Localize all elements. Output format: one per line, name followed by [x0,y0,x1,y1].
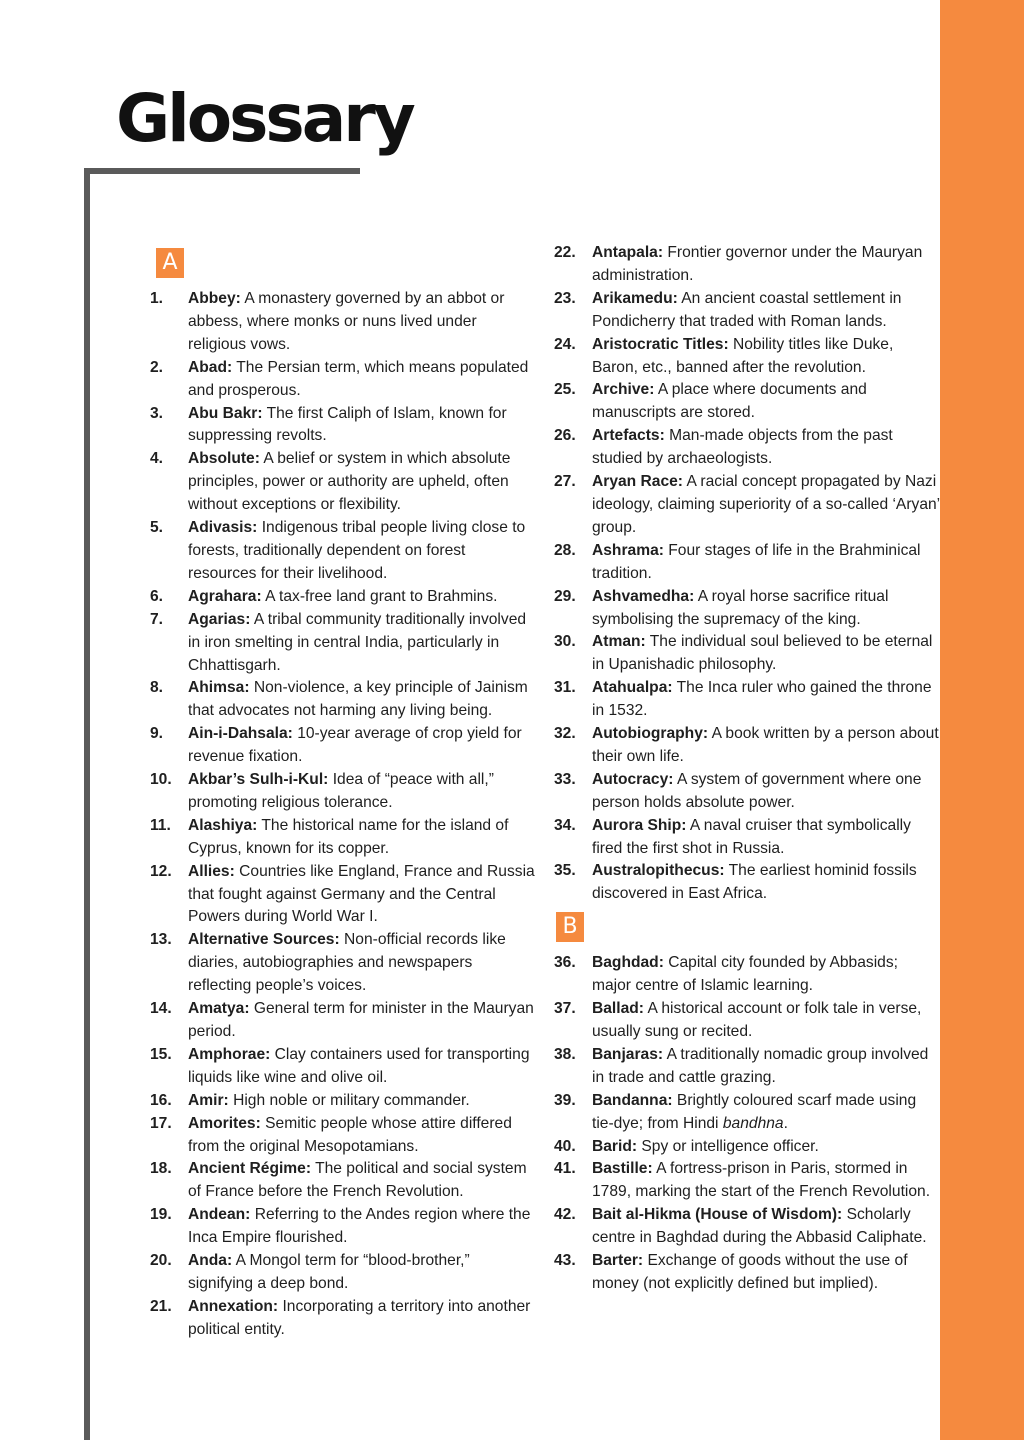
entry-term: Amorites: [188,1114,261,1132]
glossary-entry [150,288,535,357]
entry-definition: A fortress-prison in Paris, stormed in 1789, marking the start of the French Revolution. [592,1160,931,1201]
entry-number: 25. [554,381,576,399]
entry-number: 12. [150,862,172,880]
entry-term: Agarias: [188,610,251,628]
glossary-entry [150,929,535,998]
entry-definition: A historical account or folk tale in verse, usually sung or recited. [592,1000,922,1040]
entry-definition: Capital city founded by Abbasids; major centre of Islamic learning. [592,954,898,995]
glossary-entry [150,403,535,449]
entry-term: Alternative Sources: [188,931,340,949]
entry-term: Arikamedu: [592,289,678,307]
entry-number: 2. [150,358,164,376]
glossary-entry [150,677,535,723]
glossary-entry [150,586,535,609]
entry-term: Bastille: [592,1160,653,1178]
entry-text [592,998,940,1044]
glossary-entry [554,334,940,380]
entry-text [592,723,940,769]
entry-trailing-punctuation: . [783,1114,788,1132]
glossary-entry [150,815,535,861]
entry-number: 29. [554,587,576,605]
entry-number: 10. [150,771,172,789]
entry-number: 22. [554,244,576,261]
entry-term: Adivasis: [188,519,258,537]
glossary-entry [150,1090,535,1113]
entry-text [592,1090,940,1136]
entry-definition: The individual soul believed to be eternal in Upanishadic philosophy. [592,633,933,674]
entry-italic-word: bandhna [722,1114,784,1132]
glossary-entry [150,723,535,769]
entry-definition: Man-made objects from the past studied by archaeologists. [592,427,893,468]
entry-term: Ancient Régime: [188,1160,312,1178]
entry-definition: Brightly coloured scarf made using tie-dye; from Hindi [592,1091,917,1132]
entry-number: 36. [554,954,576,972]
entry-definition: The Inca ruler who gained the throne in 1532. [592,679,932,720]
entry-term: Barter: [592,1252,644,1270]
entry-term: Annexation: [188,1297,279,1315]
entry-definition: A belief or system in which absolute principles, power or authority are upheld, often without exceptions or flexibility. [188,450,511,514]
entry-number: 33. [554,770,576,788]
entry-term: Amphorae: [188,1045,271,1063]
glossary-entry [150,769,535,815]
orange-side-bar [940,0,1024,1440]
entry-number: 7. [150,610,164,628]
entry-number: 1. [150,290,164,307]
entry-text [592,631,940,677]
entry-number: 39. [554,1091,576,1109]
entry-definition: A monastery governed by an abbot or abbess, where monks or nuns lived under religious vows. [188,290,505,353]
entry-definition: General term for minister in the Mauryan period. [188,1000,534,1040]
entry-term: Artefacts: [592,427,665,445]
entry-term: Allies: [188,862,235,880]
glossary-entry [150,1204,535,1250]
glossary-entry [150,998,535,1044]
entry-text [188,1090,535,1113]
entry-term: Absolute: [188,450,260,468]
entry-text [188,1296,535,1342]
entry-term: Autocracy: [592,770,674,788]
entry-definition: Idea of “peace with all,” promoting religious tolerance. [188,771,494,811]
entry-definition: The Persian term, which means populated and prosperous. [188,358,529,399]
entry-term: Barid: [592,1137,638,1155]
entry-number: 38. [554,1045,576,1063]
entry-definition: Clay containers used for transporting liquids like wine and olive oil. [188,1045,530,1086]
entry-definition: A Mongol term for “blood-brother,” signifying a deep bond. [188,1252,470,1292]
entry-term: Amir: [188,1091,229,1109]
entry-definition: A system of government where one person holds absolute power. [592,770,922,811]
entry-term: Ballad: [592,1000,644,1018]
entry-number: 42. [554,1206,576,1224]
entry-term: Abu Bakr: [188,404,263,422]
entry-number: 5. [150,519,164,537]
entry-definition: Scholarly centre in Baghdad during the Abbasid Caliphate. [592,1206,927,1247]
entry-text [592,471,940,540]
entry-term: Autobiography: [592,725,709,743]
entry-text [188,517,535,586]
entry-definition: Four stages of life in the Brahminical tradition. [592,541,921,582]
entry-text [592,1158,940,1204]
entry-text [188,723,535,769]
entry-term: Ahimsa: [188,679,250,697]
entry-text [188,448,535,517]
entry-definition: The first Caliph of Islam, known for suppressing revolts. [188,404,507,445]
entry-number: 35. [554,862,576,880]
entry-term: Bait al-Hikma (House of Wisdom): [592,1206,843,1224]
entry-text [188,929,535,998]
entry-number: 40. [554,1137,576,1155]
entry-text [188,998,535,1044]
entry-term: Ashvamedha: [592,587,695,605]
entry-text [188,861,535,930]
glossary-entry [554,586,940,632]
entry-number: 4. [150,450,164,468]
entry-text [188,288,535,357]
entry-definition: A royal horse sacrifice ritual symbolising the supremacy of the king. [592,587,889,628]
glossary-entry [554,952,940,998]
entry-number: 9. [150,725,164,743]
glossary-entry [554,1204,940,1250]
entry-number: 23. [554,289,576,307]
entry-term: Ashrama: [592,541,664,559]
entry-text [592,540,940,586]
glossary-entry [554,288,940,334]
entry-term: Bandanna: [592,1091,673,1109]
entry-number: 43. [554,1252,576,1270]
glossary-entry [554,860,940,906]
entry-number: 19. [150,1206,172,1224]
glossary-entry [554,1250,940,1296]
glossary-entry [554,631,940,677]
entry-text [188,586,535,609]
frame-top-rule [84,168,360,174]
glossary-entry [150,609,535,678]
entry-text [188,769,535,815]
entry-definition: A racial concept propagated by Nazi ideology, claiming superiority of a so-called ‘Aryan’ group. [592,473,940,536]
entry-text [592,1044,940,1090]
entry-number: 27. [554,473,576,491]
glossary-entry [554,242,940,288]
entry-definition: Exchange of goods without the use of money (not explicitly defined but implied). [592,1252,908,1292]
entry-number: 34. [554,816,576,834]
entry-definition: A place where documents and manuscripts are stored. [592,381,867,422]
entry-text [188,1250,535,1296]
entry-term: Antapala: [592,244,664,261]
entry-text [592,242,940,288]
frame-left-rule [84,168,90,1440]
entry-definition: Countries like England, France and Russia that fought against Germany and the Central Powers during World War I. [188,862,535,926]
entry-definition: Nobility titles like Duke, Baron, etc., banned after the revolution. [592,335,894,376]
entry-term: Archive: [592,381,655,399]
entry-term: Atahualpa: [592,679,673,697]
entry-number: 31. [554,679,576,697]
glossary-entry [554,723,940,769]
entry-definition: The earliest hominid fossils discovered in East Africa. [592,862,917,903]
entry-text [188,677,535,723]
entry-number: 15. [150,1045,172,1063]
glossary-entry [150,1113,535,1159]
entry-definition: Non-violence, a key principle of Jainism that advocates not harming any living being. [188,679,528,720]
entry-term: Anda: [188,1252,233,1270]
entry-number: 8. [150,679,164,697]
entry-number: 14. [150,1000,172,1018]
entry-definition: High noble or military commander. [233,1091,470,1109]
glossary-column-right [554,242,940,1296]
entry-term: Atman: [592,633,646,651]
entry-text [592,1250,940,1296]
entry-definition: The political and social system of France before the French Revolution. [188,1160,527,1201]
entry-definition: Indigenous tribal people living close to forests, traditionally dependent on forest resources for their livelihood. [188,519,526,582]
entry-definition: A tax-free land grant to Brahmins. [265,587,498,605]
glossary-entry [554,471,940,540]
entry-text [188,1158,535,1204]
entry-text [188,357,535,403]
entry-text [592,952,940,998]
entry-text [592,425,940,471]
glossary-entry [554,425,940,471]
entry-term: Aristocratic Titles: [592,335,729,353]
entry-number: 37. [554,1000,576,1018]
entry-text [592,1136,940,1159]
glossary-entry [554,1158,940,1204]
entry-number: 17. [150,1114,172,1132]
glossary-entry [554,998,940,1044]
entry-number: 6. [150,587,164,605]
entry-definition: An ancient coastal settlement in Pondicherry that traded with Roman lands. [592,289,902,330]
entry-text [592,677,940,723]
entry-term: Abbey: [188,290,241,307]
entry-number: 24. [554,335,576,353]
entry-number: 3. [150,404,164,422]
glossary-entry [150,1158,535,1204]
entry-definition: A book written by a person about their own life. [592,725,939,765]
glossary-entry [554,677,940,723]
entry-text [188,1044,535,1090]
entry-term: Aryan Race: [592,473,684,491]
glossary-column-left [150,242,535,1342]
entry-text [592,586,940,632]
glossary-entry [554,1044,940,1090]
entry-definition: 10-year average of crop yield for revenue fixation. [188,725,522,766]
glossary-entry [554,1136,940,1159]
glossary-entry [150,1296,535,1342]
glossary-entry [554,769,940,815]
entry-number: 20. [150,1252,172,1270]
entry-term: Australopithecus: [592,862,725,880]
glossary-entry [150,1250,535,1296]
entry-term: Akbar’s Sulh-i-Kul: [188,771,329,789]
entry-definition: Referring to the Andes region where the Inca Empire flourished. [188,1206,531,1247]
entry-definition: Frontier governor under the Mauryan administration. [592,244,923,284]
entry-text [592,379,940,425]
entry-text [592,1204,940,1250]
entry-definition: Semitic people whose attire differed from the original Mesopotamians. [188,1114,512,1155]
glossary-entry [150,861,535,930]
entry-term: Agrahara: [188,587,262,605]
entry-number: 11. [150,816,171,834]
entry-number: 41. [554,1160,576,1178]
entry-text [188,609,535,678]
entry-definition: Non-official records like diaries, autobiographies and newspapers reflecting people’s voices. [188,931,506,995]
entry-definition: Incorporating a territory into another political entity. [188,1297,531,1338]
entry-number: 16. [150,1091,172,1109]
glossary-entry [554,1090,940,1136]
entry-definition: A naval cruiser that symbolically fired the first shot in Russia. [592,816,911,857]
entry-text [188,1204,535,1250]
entry-text [592,815,940,861]
entry-term: Baghdad: [592,954,664,972]
entry-term: Alashiya: [188,816,258,834]
entry-number: 18. [150,1160,172,1178]
glossary-entry [554,815,940,861]
entry-text [188,1113,535,1159]
entry-number: 21. [150,1297,172,1315]
glossary-entry [554,540,940,586]
entry-number: 26. [554,427,576,445]
glossary-entry [150,448,535,517]
entry-term: Ain-i-Dahsala: [188,725,293,743]
entry-term: Amatya: [188,1000,250,1018]
entry-definition: A traditionally nomadic group involved in trade and cattle grazing. [592,1045,929,1086]
entry-number: 30. [554,633,576,651]
glossary-entry [150,517,535,586]
entry-definition: The historical name for the island of Cyprus, known for its copper. [188,816,509,857]
entry-text [188,403,535,449]
entry-definition: A tribal community traditionally involved in iron smelting in central India, particularly in Chhattisgarh. [188,610,527,674]
entry-text [592,334,940,380]
entry-term: Abad: [188,358,233,376]
section-letter-badge: A [156,248,184,278]
page-title: Glossary [116,80,413,157]
entry-term: Banjaras: [592,1045,664,1063]
glossary-entry [150,1044,535,1090]
glossary-entry [554,379,940,425]
entry-term: Aurora Ship: [592,816,687,834]
section-letter-badge: B [556,912,584,942]
entry-number: 13. [150,931,172,949]
entry-text [592,288,940,334]
entry-term: Andean: [188,1206,251,1224]
entry-text [188,815,535,861]
entry-number: 32. [554,725,576,743]
entry-text [592,860,940,906]
entry-text [592,769,940,815]
entry-number: 28. [554,541,576,559]
glossary-entry [150,357,535,403]
entry-definition: Spy or intelligence officer. [641,1137,819,1155]
